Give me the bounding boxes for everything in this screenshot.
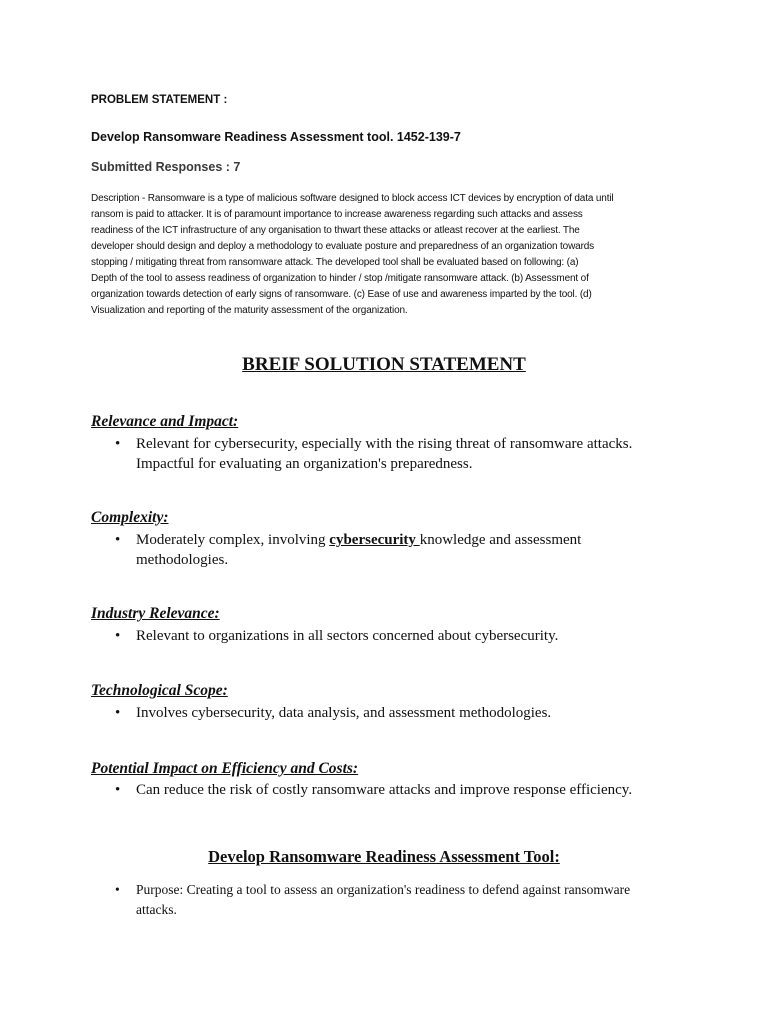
- description-line: Description - Ransomware is a type of malicious software designed to block access ICT devices by encryption of data until: [91, 193, 614, 204]
- tool-heading: Develop Ransomware Readiness Assessment Tool:: [208, 847, 560, 866]
- problem-description: [91, 191, 691, 319]
- bullet-icon: •: [115, 882, 120, 897]
- list-item: [115, 780, 645, 800]
- description-line: readiness of the ICT infrastructure of any organisation to thwart these attacks or atleast recover at the earliest. The: [91, 225, 580, 236]
- bullet-list-potential-impact: [115, 780, 645, 800]
- bullet-text: Involves cybersecurity, data analysis, and assessment methodologies.: [136, 705, 552, 721]
- description-line: stopping / mitigating threat from ransomware attack. The developed tool shall be evaluated based on following: (a): [91, 257, 579, 268]
- list-item: [115, 703, 645, 723]
- section-heading-industry: Industry Relevance:: [91, 605, 220, 622]
- list-item: [115, 530, 645, 570]
- bullet-text: Relevant to organizations in all sectors concerned about cybersecurity.: [136, 628, 559, 644]
- bullet-icon: •: [115, 532, 121, 548]
- list-item: [115, 434, 645, 474]
- bullet-icon: •: [115, 436, 121, 452]
- section-heading-potential-impact: Potential Impact on Efficiency and Costs:: [91, 760, 359, 777]
- bullet-text-post: knowledge and assessment methodologies.: [136, 532, 582, 568]
- bullet-list-complexity: [115, 530, 645, 570]
- bullet-list-tool: [115, 880, 645, 920]
- description-line: Depth of the tool to assess readiness of organization to hinder / stop /mitigate ransomware attack. (b) Assessment of: [91, 273, 589, 284]
- bullet-text: Purpose: Creating a tool to assess an organization's readiness to defend against ransomware attacks.: [136, 882, 631, 917]
- section-heading-relevance: Relevance and Impact:: [91, 413, 239, 430]
- bullet-text: Can reduce the risk of costly ransomware attacks and improve response efficiency.: [136, 782, 633, 798]
- bullet-icon: •: [115, 782, 121, 798]
- list-item: [115, 880, 645, 920]
- description-line: developer should design and deploy a methodology to evaluate posture and preparedness of an organization towards: [91, 241, 595, 252]
- list-item: [115, 626, 645, 646]
- bullet-list-tech-scope: [115, 703, 645, 723]
- description-line: Visualization and reporting of the maturity assessment of the organization.: [91, 305, 408, 316]
- bullet-list-industry: [115, 626, 645, 646]
- bullet-icon: •: [115, 628, 121, 644]
- section-heading-complexity: Complexity:: [91, 509, 169, 526]
- problem-statement-label: PROBLEM STATEMENT :: [91, 94, 228, 106]
- problem-title: Develop Ransomware Readiness Assessment tool. 1452-139-7: [91, 130, 461, 144]
- section-heading-tech-scope: Technological Scope:: [91, 682, 228, 699]
- description-line: organization towards detection of early signs of ransomware. (c) Ease of use and awareness imparted by the tool. (d): [91, 289, 592, 300]
- bullet-list-relevance: [115, 434, 645, 474]
- keyword-link[interactable]: cybersecurity: [329, 532, 420, 548]
- bullet-text-pre: Moderately complex, involving: [136, 532, 330, 548]
- bullet-text: Relevant for cybersecurity, especially with the rising threat of ransomware attacks. Impactful for evaluating an organization's preparedness.: [136, 436, 633, 472]
- description-line: ransom is paid to attacker. It is of paramount importance to increase awareness regarding such attacks and assess: [91, 209, 583, 220]
- bullet-icon: •: [115, 705, 121, 721]
- solution-title: BREIF SOLUTION STATEMENT: [242, 354, 526, 375]
- submitted-responses: Submitted Responses : 7: [91, 160, 241, 174]
